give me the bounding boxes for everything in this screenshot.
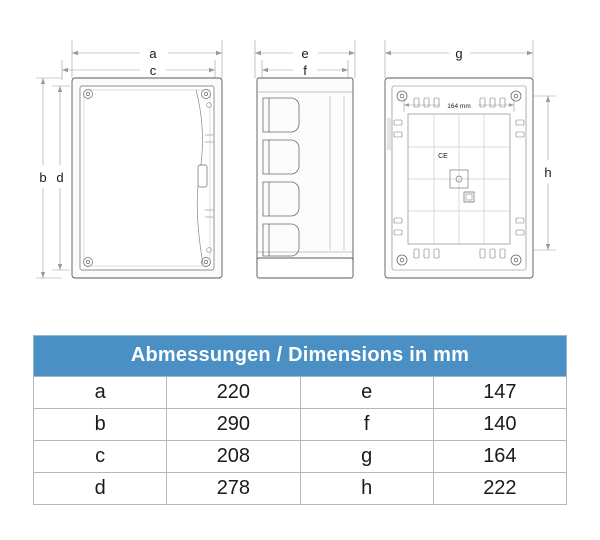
dim-value-e: 147	[433, 377, 566, 409]
dim-label-d: d	[56, 170, 64, 185]
table-row	[34, 377, 567, 409]
dim-value-a: 220	[167, 377, 300, 409]
side-base-flange	[257, 258, 353, 278]
dim-letter-c: c	[34, 441, 167, 473]
dim-value-f: 140	[433, 409, 566, 441]
dimensions-table	[33, 335, 567, 505]
dim-label-h: h	[544, 165, 552, 180]
rear-view	[385, 40, 556, 278]
dim-letter-b: b	[34, 409, 167, 441]
inner-width-label: 164 mm	[447, 103, 471, 110]
dim-label-e: e	[301, 46, 309, 61]
dim-value-h: 222	[433, 473, 566, 505]
dim-letter-h: h	[300, 473, 433, 505]
dimensions-table-wrapper	[33, 335, 567, 505]
dim-value-d: 278	[167, 473, 300, 505]
front-lid	[80, 86, 214, 270]
ce-mark-label: CE	[438, 153, 448, 160]
dim-letter-a: a	[34, 377, 167, 409]
dim-value-g: 164	[433, 441, 566, 473]
table-row	[34, 473, 567, 505]
dimension-c	[62, 60, 215, 80]
table-row	[34, 441, 567, 473]
dim-label-f: f	[303, 63, 307, 78]
front-latch	[198, 165, 207, 187]
dim-value-b: 290	[167, 409, 300, 441]
side-view	[255, 40, 355, 278]
dim-letter-g: g	[300, 441, 433, 473]
dimensions-table-title: Abmessungen / Dimensions in mm	[34, 336, 567, 377]
dim-letter-f: f	[300, 409, 433, 441]
dim-label-b: b	[39, 170, 47, 185]
dim-label-c: c	[149, 63, 157, 78]
dim-letter-d: d	[34, 473, 167, 505]
dim-value-c: 208	[167, 441, 300, 473]
dimension-a	[72, 40, 222, 78]
dim-label-g: g	[455, 46, 463, 61]
dim-letter-e: e	[300, 377, 433, 409]
front-view	[36, 40, 222, 278]
table-row	[34, 409, 567, 441]
dim-label-a: a	[149, 46, 157, 61]
